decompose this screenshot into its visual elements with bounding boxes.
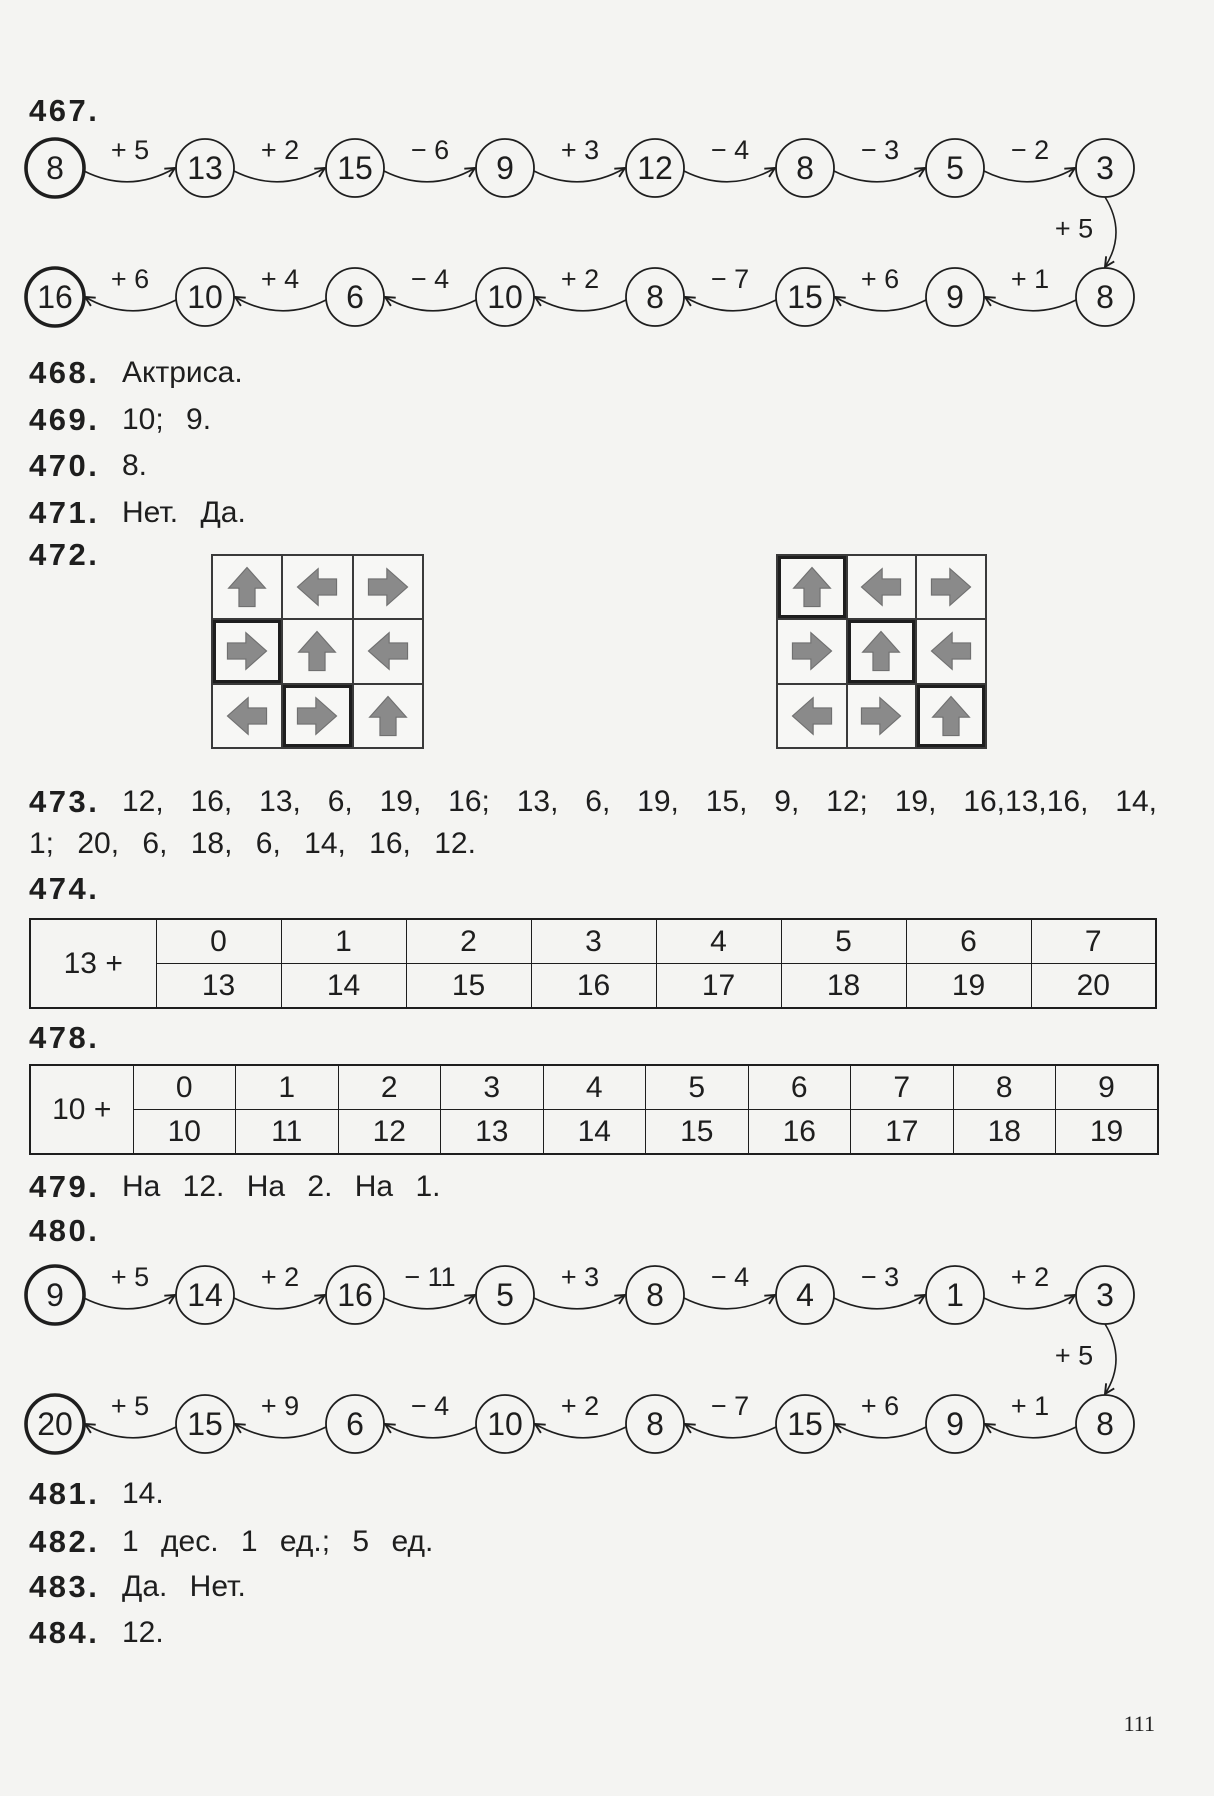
table-cell: 3 bbox=[531, 919, 656, 964]
node-value: 8 bbox=[46, 150, 64, 186]
table-cell: 7 bbox=[851, 1065, 954, 1110]
step-arrow bbox=[85, 1424, 176, 1438]
step-operation: + 2 bbox=[1010, 1262, 1050, 1292]
arrow-cell bbox=[213, 620, 281, 682]
answer-text: 12. bbox=[122, 1616, 164, 1649]
number-chain-480 bbox=[0, 1257, 1214, 1457]
table-cell: 17 bbox=[656, 964, 781, 1009]
step-arrow bbox=[235, 1424, 326, 1438]
chain-node bbox=[776, 1266, 834, 1324]
answer-text: 14. bbox=[122, 1477, 164, 1510]
arrow-cell bbox=[283, 620, 351, 682]
table-row bbox=[30, 919, 1156, 964]
arrow-cell bbox=[848, 556, 916, 618]
chain-node bbox=[1076, 139, 1134, 197]
arrow-right-icon bbox=[789, 628, 835, 674]
arrow-up-icon bbox=[928, 693, 974, 739]
step-operation: + 5 bbox=[110, 1262, 150, 1292]
answer-479 bbox=[29, 1169, 440, 1205]
step-operation: − 7 bbox=[710, 1391, 750, 1421]
chain-node bbox=[476, 268, 534, 326]
table-cell: 0 bbox=[133, 1065, 236, 1110]
node-value: 15 bbox=[187, 1406, 223, 1442]
table-cell: 1 bbox=[281, 919, 406, 964]
step-operation: + 9 bbox=[260, 1391, 300, 1421]
arrow-up-icon bbox=[858, 628, 904, 674]
table-cell: 9 bbox=[1056, 1065, 1159, 1110]
step-arrow bbox=[685, 297, 776, 311]
answer-470 bbox=[29, 448, 147, 484]
node-value: 12 bbox=[637, 150, 673, 186]
node-value: 8 bbox=[1096, 1406, 1114, 1442]
table-cell: 1 bbox=[236, 1065, 339, 1110]
turn-arrow bbox=[1105, 1324, 1116, 1394]
node-value: 20 bbox=[37, 1406, 73, 1442]
table-cell: 10 bbox=[133, 1110, 236, 1155]
step-arrow bbox=[384, 168, 475, 182]
table-cell: 5 bbox=[646, 1065, 749, 1110]
page-number: 111 bbox=[1123, 1711, 1155, 1736]
task-number: 474. bbox=[29, 871, 100, 906]
table-cell: 15 bbox=[646, 1110, 749, 1155]
step-operation: + 2 bbox=[260, 1262, 300, 1292]
node-value: 15 bbox=[787, 279, 823, 315]
table-cell: 19 bbox=[1056, 1110, 1159, 1155]
step-arrow bbox=[535, 1424, 626, 1438]
step-operation: + 4 bbox=[260, 264, 300, 294]
task-number: 469. bbox=[29, 402, 100, 437]
node-value: 14 bbox=[187, 1277, 223, 1313]
chain-node bbox=[626, 139, 684, 197]
chain-node bbox=[326, 139, 384, 197]
chain-node bbox=[176, 139, 234, 197]
chain-node bbox=[26, 1266, 84, 1324]
step-arrow bbox=[834, 1295, 925, 1309]
node-value: 16 bbox=[337, 1277, 373, 1313]
chain-node bbox=[626, 1266, 684, 1324]
chain-node bbox=[626, 268, 684, 326]
chain-node bbox=[1076, 268, 1134, 326]
step-operation: + 1 bbox=[1010, 1391, 1050, 1421]
step-operation: − 11 bbox=[404, 1262, 456, 1292]
step-arrow bbox=[984, 168, 1075, 182]
table-cell: 11 bbox=[236, 1110, 339, 1155]
step-arrow bbox=[84, 168, 175, 182]
turn-arrow bbox=[1105, 197, 1116, 267]
table-cell: 16 bbox=[748, 1110, 851, 1155]
arrow-cell bbox=[848, 685, 916, 747]
node-value: 6 bbox=[346, 1406, 364, 1442]
step-operation: − 4 bbox=[710, 135, 750, 165]
node-value: 13 bbox=[187, 150, 223, 186]
chain-node bbox=[926, 1395, 984, 1453]
step-operation: − 6 bbox=[410, 135, 450, 165]
table-cell: 2 bbox=[338, 1065, 441, 1110]
table-row bbox=[30, 964, 1156, 1009]
step-arrow bbox=[685, 1424, 776, 1438]
arrow-cell bbox=[778, 620, 846, 682]
node-value: 4 bbox=[796, 1277, 814, 1313]
arrow-right-icon bbox=[858, 693, 904, 739]
node-value: 3 bbox=[1096, 150, 1114, 186]
number-chain-467 bbox=[0, 130, 1214, 330]
task-number: 480. bbox=[29, 1213, 100, 1248]
node-value: 15 bbox=[337, 150, 373, 186]
arrow-cell bbox=[778, 685, 846, 747]
answer-469 bbox=[29, 402, 211, 438]
answer-text: 10; 9. bbox=[122, 403, 212, 436]
step-operation: + 3 bbox=[560, 135, 600, 165]
arrow-cell bbox=[917, 620, 985, 682]
node-value: 8 bbox=[796, 150, 814, 186]
node-value: 8 bbox=[646, 1277, 664, 1313]
table-cell: 5 bbox=[781, 919, 906, 964]
answer-481 bbox=[29, 1476, 164, 1512]
node-value: 1 bbox=[946, 1277, 964, 1313]
answer-text: 1 дес. 1 ед.; 5 ед. bbox=[122, 1525, 434, 1558]
node-value: 16 bbox=[37, 279, 73, 315]
arrow-grid-right bbox=[776, 554, 987, 749]
chain-node bbox=[1076, 1395, 1134, 1453]
arrow-cell bbox=[917, 685, 985, 747]
step-operation: + 2 bbox=[260, 135, 300, 165]
arrow-right-icon bbox=[224, 628, 270, 674]
step-operation: + 6 bbox=[860, 264, 900, 294]
chain-node bbox=[26, 1395, 84, 1453]
answer-478 bbox=[29, 1020, 122, 1056]
answer-467 bbox=[29, 93, 122, 129]
answer-468 bbox=[29, 355, 243, 391]
node-value: 9 bbox=[946, 1406, 964, 1442]
answer-471 bbox=[29, 495, 246, 531]
answer-text: На 12. На 2. На 1. bbox=[122, 1170, 441, 1203]
chain-node bbox=[926, 268, 984, 326]
arrow-left-icon bbox=[789, 693, 835, 739]
task-number: 470. bbox=[29, 448, 100, 483]
chain-node bbox=[26, 139, 84, 197]
table-cell: 19 bbox=[906, 964, 1031, 1009]
chain-node bbox=[776, 139, 834, 197]
arrow-right-icon bbox=[365, 564, 411, 610]
table-cell: 17 bbox=[851, 1110, 954, 1155]
answer-text: 1; 20, 6, 18, 6, 14, 16, 12. bbox=[29, 827, 476, 860]
chain-node bbox=[476, 1395, 534, 1453]
node-value: 9 bbox=[946, 279, 964, 315]
node-value: 9 bbox=[496, 150, 514, 186]
arrow-left-icon bbox=[294, 564, 340, 610]
arrow-grid-left bbox=[211, 554, 424, 749]
step-arrow bbox=[684, 168, 775, 182]
node-value: 15 bbox=[787, 1406, 823, 1442]
table-row bbox=[30, 1110, 1158, 1155]
table-cell: 18 bbox=[953, 1110, 1056, 1155]
step-operation: + 5 bbox=[110, 135, 150, 165]
chain-node bbox=[926, 139, 984, 197]
answer-472 bbox=[29, 537, 122, 573]
step-operation: + 2 bbox=[560, 1391, 600, 1421]
node-value: 8 bbox=[1096, 279, 1114, 315]
table-cell: 14 bbox=[281, 964, 406, 1009]
table-cell: 14 bbox=[543, 1110, 646, 1155]
arrow-cell bbox=[354, 685, 422, 747]
table-cell: 15 bbox=[406, 964, 531, 1009]
answer-text: Нет. Да. bbox=[122, 496, 246, 529]
addition-table-478 bbox=[29, 1064, 1159, 1155]
step-operation: − 4 bbox=[710, 1262, 750, 1292]
answer-text: Актриса. bbox=[122, 356, 243, 389]
answer-text: 12, 16, 13, 6, 19, 16; 13, 6, 19, 15, 9, 12; 19, 16,13,16, 14, bbox=[122, 785, 1157, 818]
step-arrow bbox=[384, 1295, 475, 1309]
node-value: 6 bbox=[346, 279, 364, 315]
task-number: 481. bbox=[29, 1476, 100, 1511]
node-value: 5 bbox=[496, 1277, 514, 1313]
answer-text: Да. Нет. bbox=[122, 1570, 246, 1603]
step-arrow bbox=[234, 168, 325, 182]
table-cell: 16 bbox=[531, 964, 656, 1009]
turn-operation: + 5 bbox=[1054, 1340, 1094, 1371]
step-operation: − 2 bbox=[1010, 135, 1050, 165]
task-number: 467. bbox=[29, 93, 100, 128]
table-cell: 6 bbox=[748, 1065, 851, 1110]
task-number: 471. bbox=[29, 495, 100, 530]
table-cell: 6 bbox=[906, 919, 1031, 964]
step-arrow bbox=[385, 297, 476, 311]
step-arrow bbox=[835, 1424, 926, 1438]
arrow-left-icon bbox=[928, 628, 974, 674]
task-number: 473. bbox=[29, 784, 100, 819]
task-number: 478. bbox=[29, 1020, 100, 1055]
answer-473-line-2 bbox=[29, 826, 476, 862]
chain-node bbox=[776, 1395, 834, 1453]
arrow-up-icon bbox=[294, 628, 340, 674]
step-operation: + 2 bbox=[560, 264, 600, 294]
number-chain-diagram bbox=[0, 1257, 1214, 1457]
node-value: 10 bbox=[487, 1406, 523, 1442]
table-cell: 2 bbox=[406, 919, 531, 964]
table-cell: 13 bbox=[441, 1110, 544, 1155]
step-arrow bbox=[684, 1295, 775, 1309]
arrow-left-icon bbox=[365, 628, 411, 674]
step-arrow bbox=[535, 297, 626, 311]
arrow-cell bbox=[213, 685, 281, 747]
table-cell: 3 bbox=[441, 1065, 544, 1110]
arrow-left-icon bbox=[858, 564, 904, 610]
answer-480 bbox=[29, 1213, 122, 1249]
table-cell: 13 bbox=[156, 964, 281, 1009]
chain-node bbox=[176, 1266, 234, 1324]
answer-473-line-1 bbox=[29, 784, 1157, 820]
table-label: 13 + bbox=[30, 919, 156, 1008]
answer-text: 8. bbox=[122, 449, 148, 482]
step-operation: − 3 bbox=[860, 1262, 900, 1292]
table-cell: 18 bbox=[781, 964, 906, 1009]
answer-482 bbox=[29, 1524, 433, 1560]
chain-node bbox=[26, 268, 84, 326]
table-row bbox=[30, 1065, 1158, 1110]
step-arrow bbox=[534, 1295, 625, 1309]
task-number: 484. bbox=[29, 1615, 100, 1650]
arrow-up-icon bbox=[789, 564, 835, 610]
chain-node bbox=[626, 1395, 684, 1453]
arrow-cell bbox=[213, 556, 281, 618]
arrow-cell bbox=[917, 556, 985, 618]
chain-node bbox=[476, 139, 534, 197]
table-cell: 4 bbox=[656, 919, 781, 964]
arrow-right-icon bbox=[928, 564, 974, 610]
node-value: 3 bbox=[1096, 1277, 1114, 1313]
addition-table-474 bbox=[29, 918, 1157, 1009]
table-cell: 7 bbox=[1031, 919, 1156, 964]
task-number: 483. bbox=[29, 1569, 100, 1604]
step-arrow bbox=[835, 297, 926, 311]
arrow-cell bbox=[283, 556, 351, 618]
chain-node bbox=[176, 268, 234, 326]
step-operation: − 7 bbox=[710, 264, 750, 294]
step-arrow bbox=[235, 297, 326, 311]
node-value: 10 bbox=[487, 279, 523, 315]
node-value: 8 bbox=[646, 279, 664, 315]
chain-node bbox=[326, 1395, 384, 1453]
table-cell: 12 bbox=[338, 1110, 441, 1155]
step-operation: + 6 bbox=[110, 264, 150, 294]
table-label: 10 + bbox=[30, 1065, 133, 1154]
node-value: 5 bbox=[946, 150, 964, 186]
answer-474 bbox=[29, 871, 122, 907]
step-arrow bbox=[534, 168, 625, 182]
arrow-cell bbox=[283, 685, 351, 747]
arrow-cell bbox=[354, 556, 422, 618]
table-cell: 8 bbox=[953, 1065, 1056, 1110]
task-number: 482. bbox=[29, 1524, 100, 1559]
answer-483 bbox=[29, 1569, 246, 1605]
number-chain-diagram bbox=[0, 130, 1214, 330]
arrow-up-icon bbox=[365, 693, 411, 739]
step-arrow bbox=[985, 297, 1076, 311]
task-number: 468. bbox=[29, 355, 100, 390]
chain-node bbox=[326, 1266, 384, 1324]
step-operation: − 4 bbox=[410, 1391, 450, 1421]
chain-node bbox=[926, 1266, 984, 1324]
chain-node bbox=[776, 268, 834, 326]
chain-node bbox=[1076, 1266, 1134, 1324]
table-cell: 20 bbox=[1031, 964, 1156, 1009]
step-arrow bbox=[385, 1424, 476, 1438]
arrow-left-icon bbox=[224, 693, 270, 739]
table-cell: 0 bbox=[156, 919, 281, 964]
step-operation: − 3 bbox=[860, 135, 900, 165]
arrow-cell bbox=[848, 620, 916, 682]
chain-node bbox=[176, 1395, 234, 1453]
node-value: 9 bbox=[46, 1277, 64, 1313]
step-arrow bbox=[234, 1295, 325, 1309]
table-cell: 4 bbox=[543, 1065, 646, 1110]
node-value: 10 bbox=[187, 279, 223, 315]
chain-node bbox=[326, 268, 384, 326]
arrow-up-icon bbox=[224, 564, 270, 610]
step-operation: + 5 bbox=[110, 1391, 150, 1421]
step-arrow bbox=[985, 1424, 1076, 1438]
step-arrow bbox=[834, 168, 925, 182]
answer-484 bbox=[29, 1615, 164, 1651]
arrow-cell bbox=[354, 620, 422, 682]
arrow-cell bbox=[778, 556, 846, 618]
task-number: 472. bbox=[29, 537, 100, 572]
arrow-right-icon bbox=[294, 693, 340, 739]
step-arrow bbox=[84, 1295, 175, 1309]
step-arrow bbox=[85, 297, 176, 311]
task-number: 479. bbox=[29, 1169, 100, 1204]
step-operation: + 3 bbox=[560, 1262, 600, 1292]
step-operation: + 6 bbox=[860, 1391, 900, 1421]
node-value: 8 bbox=[646, 1406, 664, 1442]
step-operation: − 4 bbox=[410, 264, 450, 294]
chain-node bbox=[476, 1266, 534, 1324]
step-arrow bbox=[984, 1295, 1075, 1309]
step-operation: + 1 bbox=[1010, 264, 1050, 294]
turn-operation: + 5 bbox=[1054, 213, 1094, 244]
